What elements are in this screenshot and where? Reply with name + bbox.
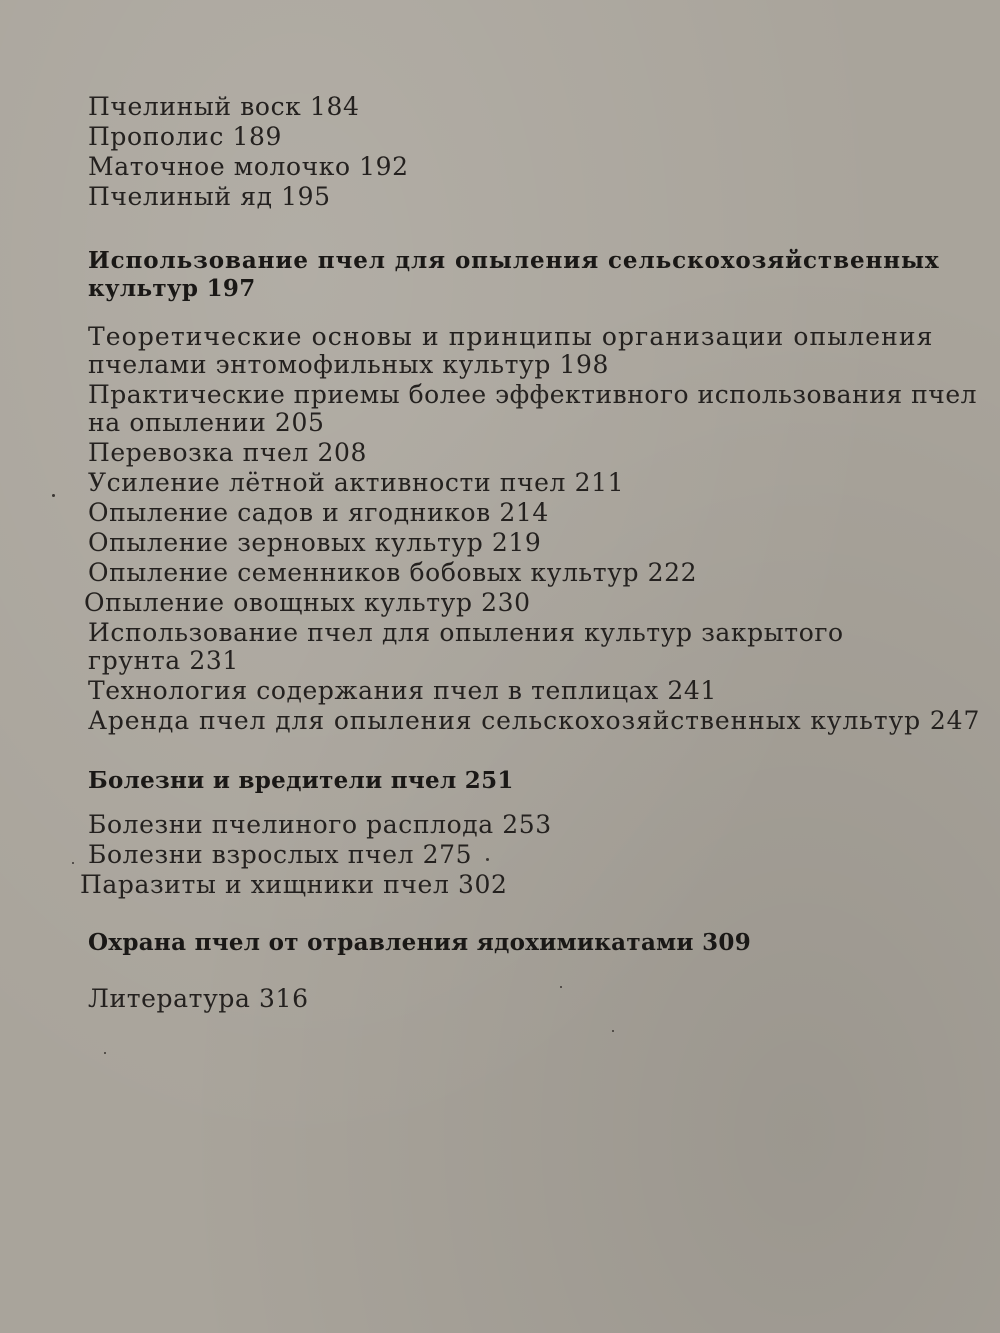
toc-entry-bee-venom: Пчелиный яд 195 [88,182,331,211]
toc-entry-adult-diseases: Болезни взрослых пчел 275 [88,840,473,869]
toc-section-protection: Охрана пчел от отравления ядохимикатами 309 [88,929,751,956]
paper-speck [104,1052,106,1054]
toc-entry-literature: Литература 316 [88,984,309,1013]
toc-entry-rent: Аренда пчел для опыления сельскохозяйственных культур 247 [88,706,981,735]
toc-entry-greenhouse-line2: грунта 231 [88,646,239,675]
toc-entry-parasites: Паразиты и хищники пчел 302 [80,870,508,899]
toc-entry-theory-line2: пчелами энтомофильных культур 198 [88,350,610,379]
paper-speck [560,986,562,988]
toc-entry-brood-diseases: Болезни пчелиного расплода 253 [88,810,552,839]
toc-entry-practice-line2: на опылении 205 [88,408,325,437]
toc-entry-royal-jelly: Маточное молочко 192 [88,152,409,181]
paper-speck [612,1030,614,1032]
toc-entry-propolis: Прополис 189 [88,122,282,151]
paper-speck [52,494,55,497]
toc-entry-legumes: Опыление семенников бобовых культур 222 [88,558,698,587]
toc-entry-theory-line1: Теоретические основы и принципы организации опыления [88,322,934,351]
paper-speck [72,862,74,864]
toc-section-diseases: Болезни и вредители пчел 251 [88,767,514,794]
toc-entry-flight-activity: Усиление лётной активности пчел 211 [88,468,625,497]
paper-speck [486,858,489,861]
toc-entry-practice-line1: Практические приемы более эффективного использования пчел [88,380,977,409]
toc-entry-beeswax: Пчелиный воск 184 [88,92,360,121]
toc-entry-greenhouse-tech: Технология содержания пчел в теплицах 241 [88,676,717,705]
toc-section-pollination-line2: культур 197 [88,275,256,302]
toc-entry-greenhouse-line1: Использование пчел для опыления культур закрытого [88,618,844,647]
toc-section-pollination-line1: Использование пчел для опыления сельскохозяйственных [88,247,940,274]
toc-entry-gardens: Опыление садов и ягодников 214 [88,498,549,527]
toc-entry-vegetables: Опыление овощных культур 230 [84,588,531,617]
toc-entry-grain: Опыление зерновых культур 219 [88,528,542,557]
toc-entry-transport: Перевозка пчел 208 [88,438,367,467]
